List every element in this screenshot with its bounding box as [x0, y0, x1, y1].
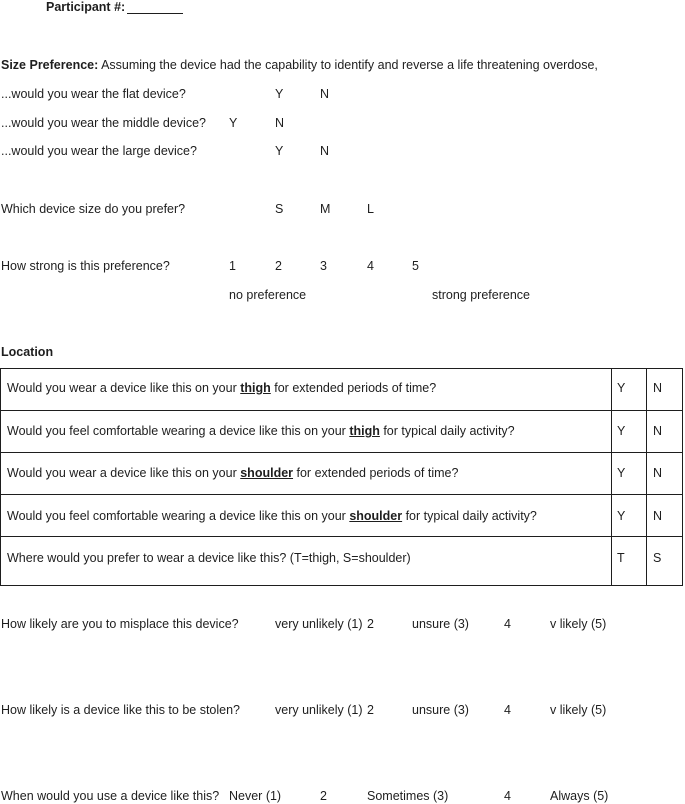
row-keyword: thigh — [349, 424, 380, 438]
size-preference-intro-text: Assuming the device had the capability to identify and reverse a life threatening overdose, — [101, 58, 598, 72]
thigh-daily-yes[interactable]: Y — [617, 424, 626, 438]
misplace-option-1[interactable]: very unlikely (1) — [275, 617, 363, 631]
stolen-option-3[interactable]: unsure (3) — [412, 703, 469, 717]
row-text: for extended periods of time? — [270, 381, 437, 395]
middle-device-yes[interactable]: Y — [229, 116, 238, 130]
question-which-size: Which device size do you prefer? — [1, 202, 186, 216]
row-text: Would you feel comfortable wearing a device like this on your — [7, 509, 350, 523]
strength-low-label: no preference — [229, 288, 307, 302]
shoulder-daily-yes[interactable]: Y — [617, 509, 626, 523]
question-stolen: How likely is a device like this to be stolen? — [1, 703, 241, 717]
misplace-option-5[interactable]: v likely (5) — [550, 617, 607, 631]
large-device-no[interactable]: N — [320, 144, 330, 158]
participant-label: Participant #: — [46, 0, 126, 14]
question-flat-device: ...would you wear the flat device? — [1, 87, 186, 101]
shoulder-extended-no[interactable]: N — [653, 466, 663, 480]
size-preference-heading: Size Preference: — [1, 58, 99, 72]
stolen-option-1[interactable]: very unlikely (1) — [275, 703, 363, 717]
location-heading: Location — [1, 345, 54, 359]
row-text: Would you feel comfortable wearing a device like this on your — [7, 424, 350, 438]
flat-device-no[interactable]: N — [320, 87, 330, 101]
row-text: Would you wear a device like this on your — [7, 466, 241, 480]
row-text: Where would you prefer to wear a device like this? (T=thigh, S=shoulder) — [7, 551, 411, 565]
thigh-daily-no[interactable]: N — [653, 424, 663, 438]
strength-high-label: strong preference — [432, 288, 530, 302]
size-option-s[interactable]: S — [275, 202, 284, 216]
misplace-option-2[interactable]: 2 — [367, 617, 374, 631]
prefer-shoulder-option[interactable]: S — [653, 551, 662, 565]
question-large-device: ...would you wear the large device? — [1, 144, 197, 158]
strength-option-3[interactable]: 3 — [320, 259, 327, 273]
size-option-m[interactable]: M — [320, 202, 331, 216]
use-option-1[interactable]: Never (1) — [229, 789, 282, 803]
question-use-frequency: When would you use a device like this? — [1, 789, 220, 803]
location-row — [7, 466, 458, 481]
strength-option-4[interactable]: 4 — [367, 259, 374, 273]
row-keyword: shoulder — [349, 509, 403, 523]
row-keyword: thigh — [240, 381, 271, 395]
strength-option-1[interactable]: 1 — [229, 259, 236, 273]
question-misplace: How likely are you to misplace this device? — [1, 617, 239, 631]
strength-option-2[interactable]: 2 — [275, 259, 282, 273]
location-row — [7, 381, 436, 396]
location-row — [7, 424, 515, 439]
location-row — [7, 551, 411, 566]
thigh-extended-yes[interactable]: Y — [617, 381, 626, 395]
shoulder-daily-no[interactable]: N — [653, 509, 663, 523]
use-option-3[interactable]: Sometimes (3) — [367, 789, 449, 803]
row-text: Would you wear a device like this on your — [7, 381, 241, 395]
shoulder-extended-yes[interactable]: Y — [617, 466, 626, 480]
location-row — [7, 509, 537, 524]
misplace-option-3[interactable]: unsure (3) — [412, 617, 469, 631]
stolen-option-2[interactable]: 2 — [367, 703, 374, 717]
use-option-4[interactable]: 4 — [504, 789, 511, 803]
misplace-option-4[interactable]: 4 — [504, 617, 511, 631]
use-option-5[interactable]: Always (5) — [550, 789, 609, 803]
row-text: for typical daily activity? — [402, 509, 537, 523]
question-middle-device: ...would you wear the middle device? — [1, 116, 206, 130]
middle-device-no[interactable]: N — [275, 116, 285, 130]
thigh-extended-no[interactable]: N — [653, 381, 663, 395]
stolen-option-4[interactable]: 4 — [504, 703, 511, 717]
strength-option-5[interactable]: 5 — [412, 259, 419, 273]
flat-device-yes[interactable]: Y — [275, 87, 284, 101]
row-keyword: shoulder — [240, 466, 294, 480]
stolen-option-5[interactable]: v likely (5) — [550, 703, 607, 717]
question-preference-strength: How strong is this preference? — [1, 259, 170, 273]
large-device-yes[interactable]: Y — [275, 144, 284, 158]
size-option-l[interactable]: L — [367, 202, 374, 216]
prefer-thigh-option[interactable]: T — [617, 551, 625, 565]
row-text: for typical daily activity? — [379, 424, 515, 438]
row-text: for extended periods of time? — [293, 466, 459, 480]
use-option-2[interactable]: 2 — [320, 789, 327, 803]
